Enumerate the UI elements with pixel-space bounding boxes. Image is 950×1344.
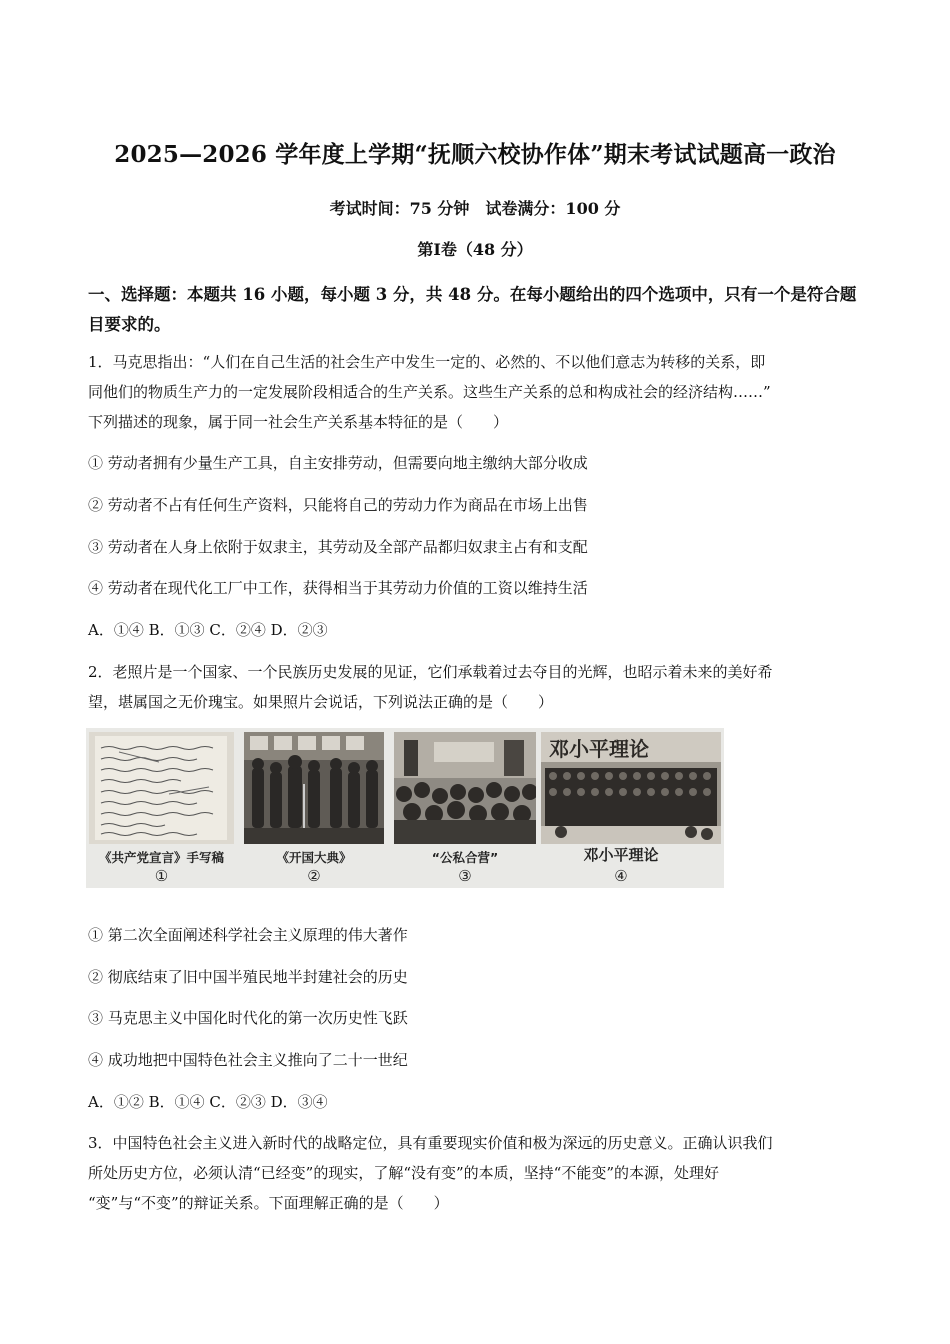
- q2-option-4: ④ 成功地把中国特色社会主义推向了二十一世纪: [88, 1051, 408, 1069]
- section-heading: 第Ⅰ卷（48 分）: [417, 240, 533, 259]
- q2-photo-strip: [86, 728, 724, 888]
- q2-stem-line1: 2．老照片是一个国家、一个民族历史发展的见证，它们承载着过去夺目的光辉，也昭示着未来的美好希: [88, 663, 773, 681]
- section-instructions: 一、选择题：本题共 16 小题，每小题 3 分，共 48 分。在每小题给出的四个选项中，只有一个是符合题目要求的。: [88, 285, 857, 334]
- q2-answer-choices: A．①② B．①④ C．②③ D．③④: [88, 1093, 328, 1111]
- public-private-photo: [394, 732, 536, 844]
- photo3-caption: “公私合营”: [431, 850, 499, 865]
- photo4-caption: 邓小平理论: [583, 846, 659, 864]
- q1-option-3: ③ 劳动者在人身上依附于奴隶主，其劳动及全部产品都归奴隶主占有和支配: [88, 538, 588, 556]
- photo1-number: ①: [154, 867, 169, 885]
- q2-option-1: ① 第二次全面阐述科学社会主义原理的伟大著作: [88, 926, 408, 944]
- photo3-number: ③: [458, 867, 472, 885]
- photo2-number: ②: [307, 867, 321, 885]
- q1-stem-line3: 下列描述的现象，属于同一社会生产关系基本特征的是（ ）: [88, 413, 509, 431]
- exam-title: 2025—2026 学年度上学期“抚顺六校协作体”期末考试试题高一政治: [114, 141, 836, 168]
- founding-ceremony-photo: [244, 732, 384, 844]
- q3-stem-line3: “变”与“不变”的辩证关系。下面理解正确的是（ ）: [88, 1194, 449, 1212]
- q1-option-4: ④ 劳动者在现代化工厂中工作，获得相当于其劳动力价值的工资以维持生活: [88, 579, 588, 597]
- q1-answer-choices: A．①④ B．①③ C．②④ D．②③: [88, 621, 328, 639]
- photo2-caption: 《开国大典》: [276, 850, 352, 865]
- q1-stem-line1: 1．马克思指出：“人们在自己生活的社会生产中发生一定的、必然的、不以他们意志为转移的关系，即: [88, 353, 766, 371]
- q1-option-2: ② 劳动者不占有任何生产资料，只能将自己的劳动力作为商品在市场上出售: [88, 496, 588, 514]
- exam-info: 考试时间：75 分钟 试卷满分：100 分: [329, 199, 621, 218]
- q2-stem-line2: 望，堪属国之无价瑰宝。如果照片会说话，下列说法正确的是（ ）: [88, 693, 554, 711]
- manuscript-photo: [89, 732, 234, 844]
- q3-stem-line2: 所处历史方位，必须认清“已经变”的现实，了解“没有变”的本质，坚持“不能变”的本源，处理好: [88, 1164, 720, 1182]
- photo4-number: ④: [614, 867, 628, 885]
- q1-option-1: ① 劳动者拥有少量生产工具，自主安排劳动，但需要向地主缴纳大部分收成: [88, 454, 588, 472]
- q3-stem-line1: 3．中国特色社会主义进入新时代的战略定位，具有重要现实价值和极为深远的历史意义。正确认识我们: [88, 1134, 773, 1152]
- photo1-caption: 《共产党宣言》手写稿: [98, 850, 224, 865]
- q2-option-2: ② 彻底结束了旧中国半殖民地半封建社会的历史: [88, 968, 408, 986]
- q2-option-3: ③ 马克思主义中国化时代化的第一次历史性飞跃: [88, 1009, 408, 1027]
- q1-stem-line2: 同他们的物质生产力的一定发展阶段相适合的生产关系。这些生产关系的总和构成社会的经济结构……”: [88, 383, 771, 401]
- deng-theory-parade-photo: [541, 732, 721, 844]
- parade-banner-text: 邓小平理论: [549, 737, 649, 761]
